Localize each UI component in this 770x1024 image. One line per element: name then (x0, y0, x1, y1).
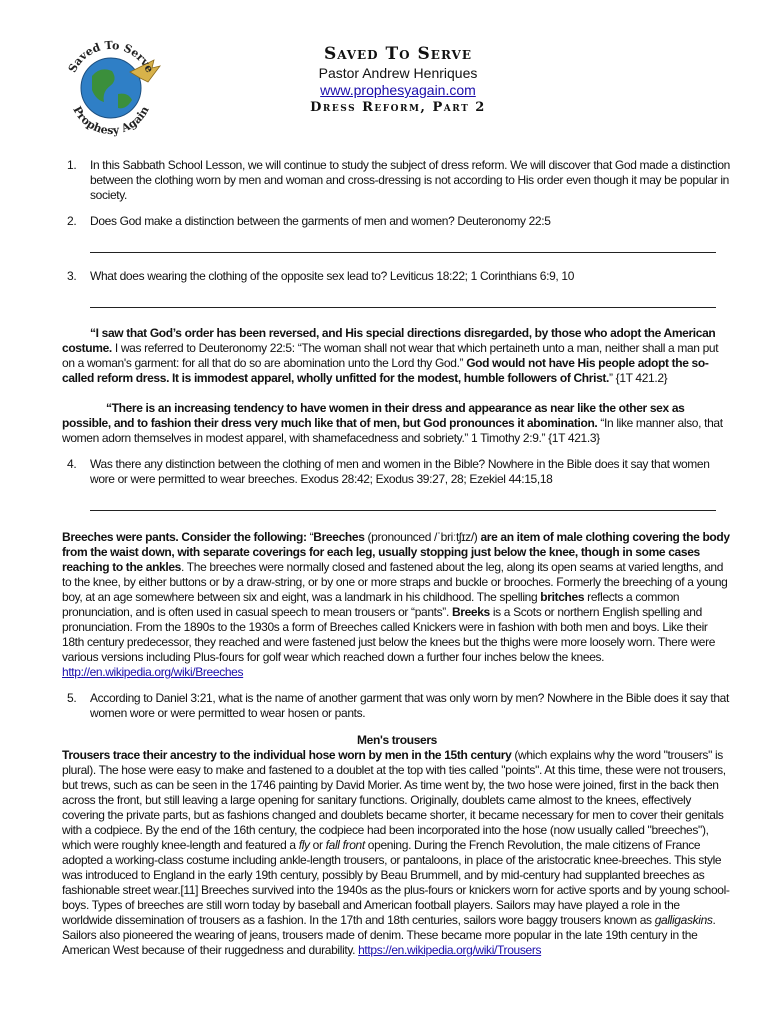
question-number: 5. (67, 691, 77, 705)
question-number: 4. (67, 457, 77, 471)
logo-text-bottom: Prophesy Again (70, 104, 152, 138)
quote-reference: ” {1T 421.2} (609, 371, 668, 385)
question-text: According to Daniel 3:21, what is the name of another garment that was only worn by men? Nowhere in the Bible does it say that women wore or were permitted to wear hosen or pants. (90, 691, 729, 720)
question-3 (62, 269, 732, 284)
answer-line[interactable] (90, 252, 716, 253)
quote-bold-text: “There is an increasing tendency to have women in their dress and appearance as near like the other sex as possible, and to fashion their dress very much like that of men, but God pronounces it abomination. (62, 401, 685, 430)
question-number: 3. (67, 269, 77, 283)
lesson-content (62, 158, 732, 958)
question-text: Does God make a distinction between the garments of men and women? Deuteronomy 22:5 (90, 214, 551, 228)
breeches-wikipedia-link[interactable]: http://en.wikipedia.org/wiki/Breeches (62, 665, 244, 679)
question-1 (62, 158, 732, 203)
quote-paragraph-1 (62, 326, 732, 386)
question-text: Was there any distinction between the clothing of men and women in the Bible? Nowhere in the Bible does it say that women wore or were permitted to wear breeches. Exodus 28:42; Exodus 39:27, 28; Ezekiel 44:15,18 (90, 457, 710, 486)
breeches-paragraph (62, 530, 732, 680)
question-number: 2. (67, 214, 77, 228)
trousers-text: (which explains why the word "trousers" is plural). The hose were easy to make and fastened to a doublet at the top with ties called "points". At this time, these were not trousers, but trews, such as can be seen in the 1746 painting by David Morier. As time went by, the two hose were joined, first in the back then across the front, but still leaving a large opening for sanitary functions. Originally, doublets came almost to the knees, effectively covering the private parts, but as fashions changed and doublets became shorter, it became necessary for men to cover their genitals with a codpiece. By the end of the 16th century, the codpiece had been incorporated into the hose (now usually called "breeches"), which were roughly knee-length and featured a (62, 748, 726, 852)
breeches-bold-text: Breeches were pants. Consider the following: (62, 530, 307, 544)
trousers-bold-text: Trousers trace their ancestry to the individual hose worn by men in the 15th century (62, 748, 512, 762)
page-title: Saved To Serve (324, 44, 472, 64)
quote-bold-text: “I saw that God’s order has been reversed, and His special directions disregarded, by those who adopt the American costume. (62, 326, 716, 355)
trousers-italic-text: galligaskins (654, 913, 713, 927)
trousers-text: . Sailors also pioneered the wearing of jeans, trousers made of denim. These became more popular in the late 19th century in the American West because of their ruggedness and durability. (62, 913, 716, 957)
quote-paragraph-2 (62, 401, 732, 446)
question-5 (62, 691, 732, 721)
saved-to-serve-logo (56, 38, 166, 138)
question-text: In this Sabbath School Lesson, we will continue to study the subject of dress reform. We will discover that God made a distinction between the clothing worn by men and woman and cross-dressing is not according to His order even though it may be popular in society. (90, 158, 730, 202)
breeches-bold-text: are an item of male clothing covering the body from the waist down, with separate coverings for each leg, usually stopping just below the knee, though in some cases reaching to the ankles (62, 530, 730, 574)
lesson-subtitle: Dress Reform, Part 2 (310, 100, 486, 115)
trousers-italic-text: fly (298, 838, 310, 852)
trousers-italic-text: fall front (325, 838, 365, 852)
answer-line[interactable] (90, 510, 716, 511)
breeches-text: . The breeches were normally closed and fastened about the leg, along its open seams at varied lengths, and to the knee, by either buttons or by a draw-string, or by one or more straps and buckle or brooches. Formerly the breeching of a young boy, at an age somewhere between six and eight, was a landmark in his childhood. The spelling (62, 560, 728, 604)
breeches-text: “ (306, 530, 314, 544)
breeches-text: is a Scots or northern English spelling and pronunciation. From the 1890s to the 1930s a form of Breeches called Knickers were in fashion with both men and boys. Like their 18th century predecessor, they reached and were fastened just below the knees but the thighs were more loosely worn. There were various versions including Plus-fours for golf wear which reached down a further four inches below the knees. (62, 605, 716, 664)
logo-text-top: Saved To Serve (65, 38, 157, 75)
trousers-text: opening. During the French Revolution, the male citizens of France adopted a working-class costume including ankle-length trousers, or pantaloons, in place of the aristocratic knee-breeches. This style was introduced to England in the early 19th century, possibly by Beau Brummell, and by mid-century had supplanted breeches as fashionable street wear.[11] Breeches survived into the 1940s as the plus-fours or knickers worn for active sports and by young school-boys. Types of breeches are still worn today by baseball and American football players. Sailors may have played a role in the worldwide dissemination of trousers as a fashion. In the 17th and 18th centuries, sailors wore baggy trousers known as (62, 838, 730, 927)
question-number: 1. (67, 158, 77, 172)
quote-bold-text: God would not have His people adopt the so-called reform dress. It is immodest apparel, wholly unfitted for the modest, humble followers of Christ. (62, 356, 709, 385)
breeches-text: (pronounced /ˈbriːtʃɪz/) (364, 530, 481, 544)
breeches-bold-text: Breeks (451, 605, 490, 619)
trousers-text: or (309, 838, 326, 852)
website-link[interactable]: www.prophesyagain.com (320, 82, 476, 98)
breeches-text: reflects a common pronunciation, and is often used in casual speech to mean trousers or “pants”. (62, 590, 680, 619)
breeches-bold-text: britches (540, 590, 585, 604)
quote-text: “In like manner also, that women adorn themselves in modest apparel, with shamefacedness and sobriety.” 1 Timothy 2:9.” {1T 421.3} (62, 416, 723, 445)
document-header (255, 44, 541, 117)
pastor-name: Pastor Andrew Henriques (318, 65, 478, 81)
question-4 (62, 457, 732, 487)
quote-text: I was referred to Deuteronomy 22:5: “The woman shall not wear that which pertaineth unto a man, neither shall a man put on a woman's garment: for all that do so are abomination unto the Lord thy God.” (62, 341, 719, 370)
trousers-wikipedia-link[interactable]: https://en.wikipedia.org/wiki/Trousers (358, 943, 542, 957)
question-2 (62, 214, 732, 229)
breeches-bold-text: Breeches (313, 530, 365, 544)
section-heading: Men's trousers (357, 733, 437, 747)
answer-line[interactable] (90, 307, 716, 308)
trousers-paragraph (62, 748, 732, 958)
question-text: What does wearing the clothing of the opposite sex lead to? Leviticus 18:22; 1 Corinthians 6:9, 10 (90, 269, 575, 283)
